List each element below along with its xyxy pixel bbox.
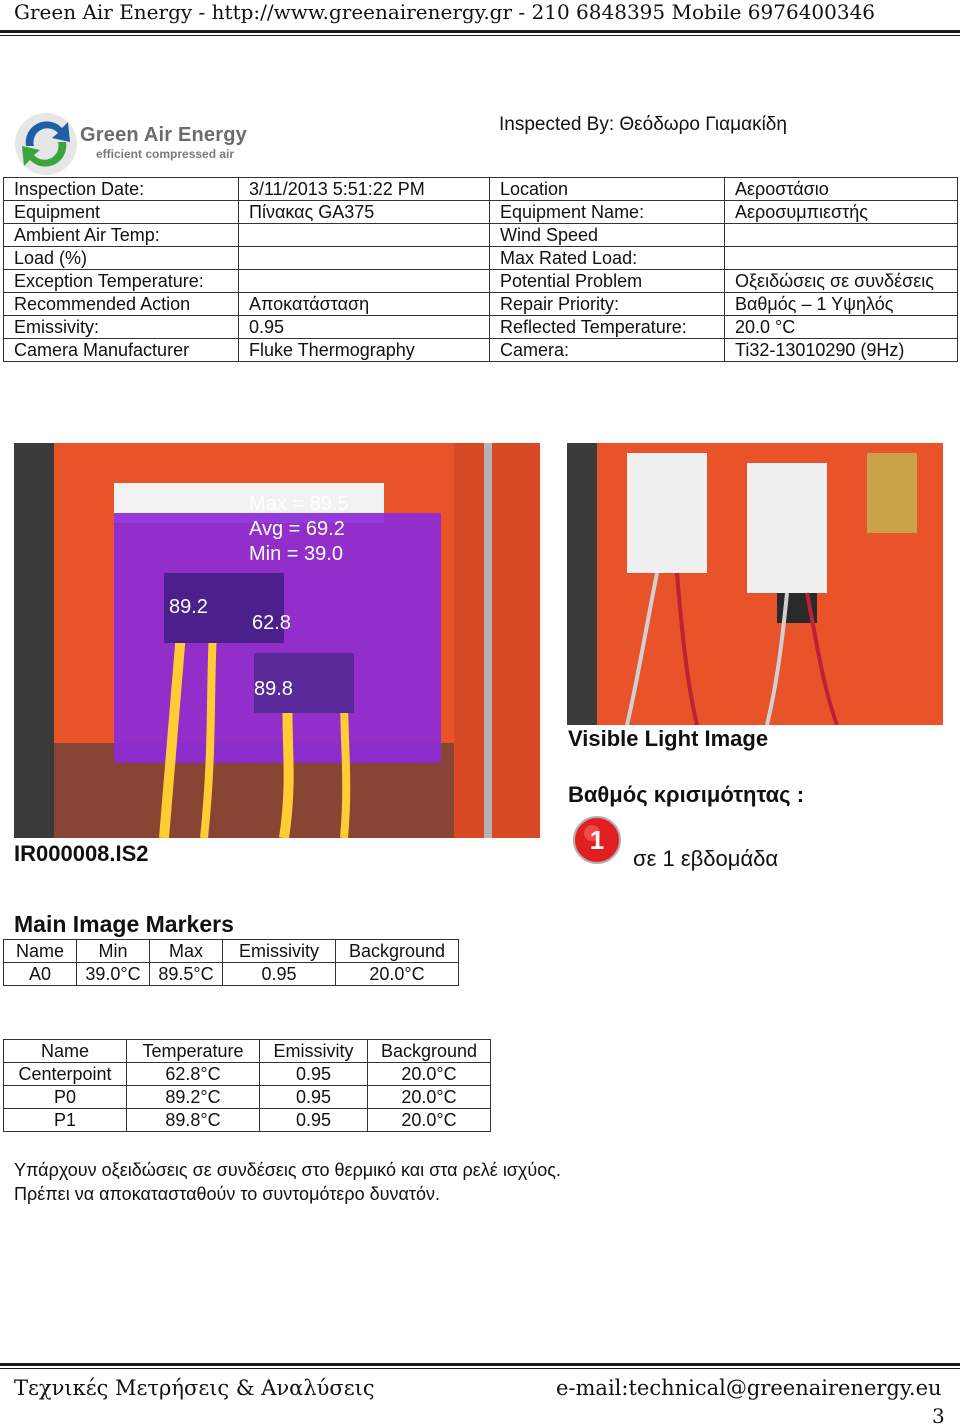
footer-email: e-mail:technical@greenairenergy.eu [556, 1376, 942, 1400]
info-cell: Οξειδώσεις σε συνδέσεις [725, 270, 958, 293]
findings-line-1: Υπάρχουν οξειδώσεις σε συνδέσεις στο θερμικό και στα ρελέ ισχύος. [14, 1160, 561, 1180]
severity-timeframe: σε 1 εβδομάδα [633, 846, 779, 871]
table-row [4, 963, 459, 986]
info-cell: Ambient Air Temp: [4, 224, 239, 247]
infrared-image [14, 443, 540, 838]
page-number: 3 [932, 1404, 945, 1428]
info-cell: Ti32-13010290 (9Hz) [725, 339, 958, 362]
ir-p1-label: 89.8 [254, 678, 293, 700]
info-cell: Equipment [4, 201, 239, 224]
markers-cell: A0 [4, 963, 77, 986]
table-row [4, 1086, 491, 1109]
ir-caption: IR000008.IS2 [14, 841, 149, 866]
info-cell: Equipment Name: [490, 201, 725, 224]
info-row [4, 247, 958, 270]
ir-avg-label: Avg = 69.2 [249, 518, 345, 540]
markers-cell: 20.0°C [336, 963, 459, 986]
info-cell [239, 270, 490, 293]
info-cell: Emissivity: [4, 316, 239, 339]
findings-line-2: Πρέπει να αποκατασταθούν το συντομότερο δυνατόν. [14, 1184, 440, 1204]
points-cell: 89.2°C [127, 1086, 260, 1109]
points-cell: 0.95 [260, 1086, 368, 1109]
info-row [4, 178, 958, 201]
info-cell: Recommended Action [4, 293, 239, 316]
severity-badge-icon [572, 815, 622, 865]
points-cell: P1 [4, 1109, 127, 1132]
table-row [4, 1109, 491, 1132]
markers-cell: 89.5°C [150, 963, 223, 986]
info-cell: Αεροσυμπιεστής [725, 201, 958, 224]
points-cell: P0 [4, 1086, 127, 1109]
info-row [4, 270, 958, 293]
inspection-info-table [3, 177, 958, 362]
info-row [4, 224, 958, 247]
info-row [4, 201, 958, 224]
ir-p0-label: 89.2 [169, 596, 208, 618]
points-header-cell: Emissivity [260, 1040, 368, 1063]
points-table [3, 1039, 491, 1132]
info-row [4, 293, 958, 316]
info-cell [239, 247, 490, 270]
severity-badge-number: 1 [589, 825, 605, 855]
footer-left: Τεχνικές Μετρήσεις & Αναλύσεις [14, 1376, 375, 1400]
inspected-by: Inspected By: Θεόδωρο Γιαμακίδη [499, 114, 787, 135]
markers-header-cell: Background [336, 940, 459, 963]
info-row [4, 339, 958, 362]
info-cell: Πίνακας GA375 [239, 201, 490, 224]
markers-cell: 39.0°C [77, 963, 150, 986]
markers-header-cell: Name [4, 940, 77, 963]
footer-rule-thin [0, 1368, 960, 1369]
ir-center-label: 62.8 [252, 612, 291, 634]
visible-caption: Visible Light Image [568, 726, 769, 751]
info-cell [239, 224, 490, 247]
points-cell: 20.0°C [368, 1109, 491, 1132]
visible-light-image [567, 443, 943, 725]
info-cell: Αποκατάσταση [239, 293, 490, 316]
points-cell: 89.8°C [127, 1109, 260, 1132]
info-cell: Exception Temperature: [4, 270, 239, 293]
info-cell: Max Rated Load: [490, 247, 725, 270]
info-cell: Repair Priority: [490, 293, 725, 316]
markers-title: Main Image Markers [14, 911, 234, 937]
info-cell: Αεροστάσιο [725, 178, 958, 201]
info-cell: Camera Manufacturer [4, 339, 239, 362]
header-rule-thin [0, 35, 960, 36]
table-row [4, 1063, 491, 1086]
info-cell: Wind Speed [490, 224, 725, 247]
footer-rule [0, 1363, 960, 1366]
page-header: Green Air Energy - http://www.greenairenergy.gr - 210 6848395 Mobile 6976400346 [14, 0, 876, 24]
info-cell: Inspection Date: [4, 178, 239, 201]
points-cell: 0.95 [260, 1063, 368, 1086]
info-row [4, 316, 958, 339]
points-header-cell: Background [368, 1040, 491, 1063]
info-cell: 0.95 [239, 316, 490, 339]
markers-header-cell: Min [77, 940, 150, 963]
info-cell: Load (%) [4, 247, 239, 270]
info-cell: Potential Problem [490, 270, 725, 293]
header-rule [0, 30, 960, 33]
info-cell: Reflected Temperature: [490, 316, 725, 339]
info-cell [725, 247, 958, 270]
markers-header-cell: Max [150, 940, 223, 963]
info-cell: 3/11/2013 5:51:22 PM [239, 178, 490, 201]
info-cell [725, 224, 958, 247]
points-cell: 20.0°C [368, 1063, 491, 1086]
findings-note [14, 1158, 561, 1206]
points-header-cell: Temperature [127, 1040, 260, 1063]
markers-cell: 0.95 [223, 963, 336, 986]
points-cell: Centerpoint [4, 1063, 127, 1086]
points-cell: 20.0°C [368, 1086, 491, 1109]
info-cell: Fluke Thermography [239, 339, 490, 362]
ir-max-label: Max = 89.5 [249, 493, 349, 515]
points-cell: 0.95 [260, 1109, 368, 1132]
points-header-cell: Name [4, 1040, 127, 1063]
ir-min-label: Min = 39.0 [249, 543, 343, 565]
markers-table [3, 939, 459, 986]
info-cell: Location [490, 178, 725, 201]
info-cell: Camera: [490, 339, 725, 362]
markers-header-cell: Emissivity [223, 940, 336, 963]
logo-title: Green Air Energy [80, 124, 247, 146]
points-cell: 62.8°C [127, 1063, 260, 1086]
logo-tagline: efficient compressed air [96, 147, 235, 161]
severity-label: Βαθμός κρισιμότητας : [568, 782, 805, 807]
info-cell: 20.0 °C [725, 316, 958, 339]
info-cell: Βαθμός – 1 Υψηλός [725, 293, 958, 316]
